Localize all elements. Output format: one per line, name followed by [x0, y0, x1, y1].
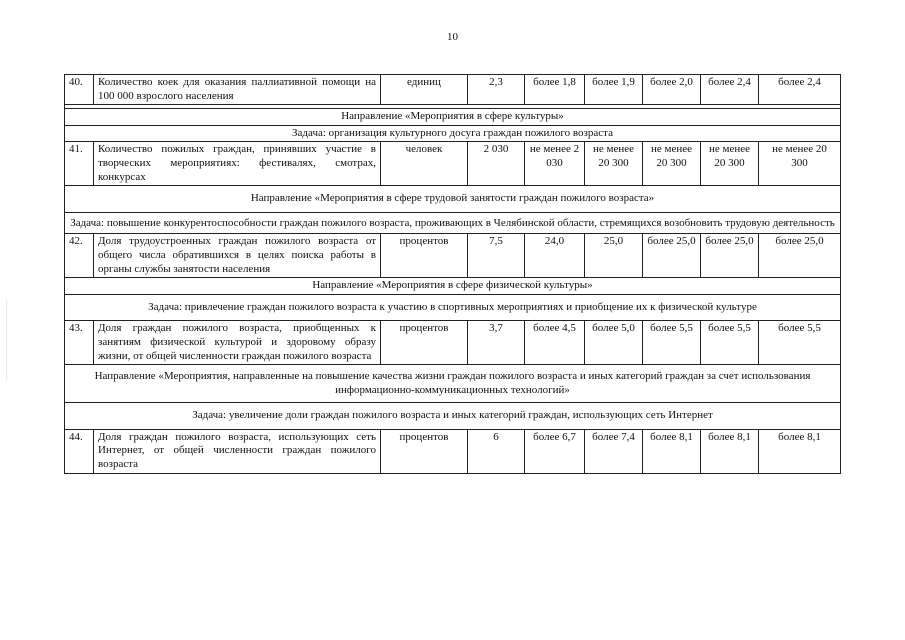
year3-value: более 5,5: [643, 321, 701, 365]
base-value: 2 030: [468, 142, 525, 186]
task-row: [65, 294, 841, 321]
indicators-table: [64, 74, 841, 474]
indicator-name: Количество пожилых граждан, принявших участие в творческих мероприятиях: фестивалях, смотрах, конкурсах: [94, 142, 381, 186]
year2-value: 25,0: [585, 234, 643, 278]
year2-value: не менее 20 300: [585, 142, 643, 186]
year4-value: более 2,4: [701, 75, 759, 105]
year3-value: более 8,1: [643, 429, 701, 473]
direction-heading: Направление «Мероприятия в сфере трудовой занятости граждан пожилого возраста»: [65, 186, 841, 213]
year4-value: более 5,5: [701, 321, 759, 365]
year1-value: более 4,5: [525, 321, 585, 365]
row-number: 43.: [65, 321, 94, 365]
base-value: 7,5: [468, 234, 525, 278]
task-heading: Задача: организация культурного досуга граждан пожилого возраста: [65, 125, 841, 142]
direction-heading: Направление «Мероприятия в сфере физической культуры»: [65, 278, 841, 295]
task-row: [65, 212, 841, 234]
year2-value: более 7,4: [585, 429, 643, 473]
task-heading: Задача: привлечение граждан пожилого возраста к участию в спортивных мероприятиях и приобщение их к физической культуре: [65, 294, 841, 321]
table-row: [65, 142, 841, 186]
year3-value: более 25,0: [643, 234, 701, 278]
task-heading: Задача: увеличение доли граждан пожилого возраста и иных категорий граждан, использующих сеть Интернет: [65, 403, 841, 430]
task-heading: Задача: повышение конкурентоспособности граждан пожилого возраста, проживающих в Челябинской области, стремящихся возобновить трудовую деятельность: [65, 212, 841, 234]
direction-heading: Направление «Мероприятия в сфере культуры»: [65, 109, 841, 126]
table-row: [65, 75, 841, 105]
unit-cell: человек: [381, 142, 468, 186]
year1-value: не менее 2 030: [525, 142, 585, 186]
indicator-name: Доля граждан пожилого возраста, использующих сеть Интернет, от общей численности граждан пожилого возраста: [94, 429, 381, 473]
year3-value: не менее 20 300: [643, 142, 701, 186]
direction-row: [65, 109, 841, 126]
base-value: 6: [468, 429, 525, 473]
unit-cell: процентов: [381, 321, 468, 365]
year1-value: более 6,7: [525, 429, 585, 473]
year2-value: более 5,0: [585, 321, 643, 365]
year5-value: более 5,5: [759, 321, 841, 365]
table-row: [65, 234, 841, 278]
year5-value: более 8,1: [759, 429, 841, 473]
row-number: 40.: [65, 75, 94, 105]
base-value: 3,7: [468, 321, 525, 365]
year4-value: более 8,1: [701, 429, 759, 473]
page-number: 10: [447, 31, 458, 43]
direction-row: [65, 365, 841, 403]
unit-cell: процентов: [381, 429, 468, 473]
table-row: [65, 321, 841, 365]
unit-cell: процентов: [381, 234, 468, 278]
row-number: 41.: [65, 142, 94, 186]
unit-cell: единиц: [381, 75, 468, 105]
direction-row: [65, 186, 841, 213]
year5-value: не менее 20 300: [759, 142, 841, 186]
year1-value: 24,0: [525, 234, 585, 278]
indicator-name: Доля граждан пожилого возраста, приобщенных к занятиям физической культурой и здоровому образу жизни, от общей численности граждан пожилого возраста: [94, 321, 381, 365]
direction-row: [65, 278, 841, 295]
indicator-name: Доля трудоустроенных граждан пожилого возраста от общего числа обратившихся в целях поиска работы в органы службы занятости населения: [94, 234, 381, 278]
row-number: 42.: [65, 234, 94, 278]
task-row: [65, 125, 841, 142]
year4-value: не менее 20 300: [701, 142, 759, 186]
task-row: [65, 403, 841, 430]
base-value: 2,3: [468, 75, 525, 105]
scan-margin-line: [6, 300, 7, 380]
year1-value: более 1,8: [525, 75, 585, 105]
row-number: 44.: [65, 429, 94, 473]
table-row: [65, 429, 841, 473]
year2-value: более 1,9: [585, 75, 643, 105]
year3-value: более 2,0: [643, 75, 701, 105]
year5-value: более 25,0: [759, 234, 841, 278]
direction-heading: Направление «Мероприятия, направленные на повышение качества жизни граждан пожилого возраста и иных категорий граждан за счет использования информационно-коммуникационных технологий»: [65, 365, 841, 403]
year5-value: более 2,4: [759, 75, 841, 105]
year4-value: более 25,0: [701, 234, 759, 278]
indicator-name: Количество коек для оказания паллиативной помощи на 100 000 взрослого населения: [94, 75, 381, 105]
